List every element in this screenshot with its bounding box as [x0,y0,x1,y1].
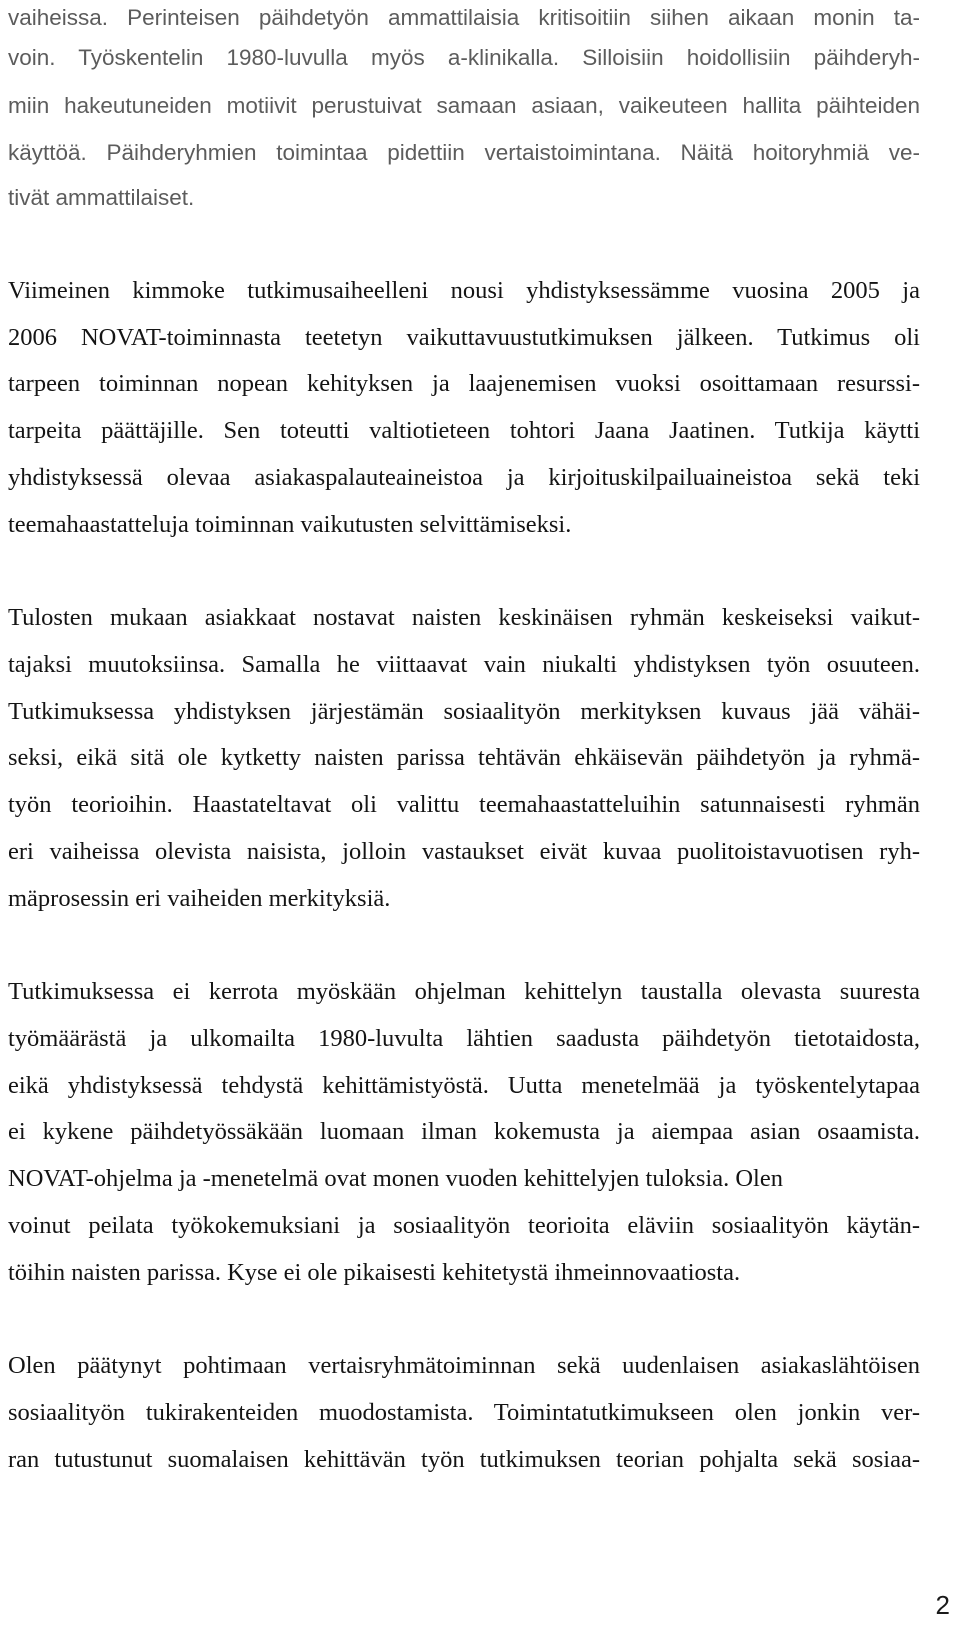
text-line: tajaksi muutoksiinsa. Samalla he viittaavat vain niukalti yhdistyksen työn osuuteen. [8,651,920,678]
text-line: 2006 NOVAT-toiminnasta teetetyn vaikuttavuustutkimuksen jälkeen. Tutkimus oli [8,324,920,351]
text-line: Tutkimuksessa yhdistyksen järjestämän sosiaalityön merkityksen kuvaus jää vähäi- [8,698,920,725]
text-line: töihin naisten parissa. Kyse ei ole pikaisesti kehitetystä ihmeinnovaatiosta. [8,1259,741,1286]
text-line: Tulosten mukaan asiakkaat nostavat naisten keskinäisen ryhmän keskeiseksi vaikut- [8,604,920,631]
text-line: käyttöä. Päihderyhmien toimintaa pidettiin vertaistoimintana. Näitä hoitoryhmiä ve- [8,140,920,165]
text-line: työmäärästä ja ulkomailta 1980-luvulta lähtien saadusta päihdetyön tietotaidosta, [8,1025,920,1052]
text-line: ran tutustunut suomalaisen kehittävän työn tutkimuksen teorian pohjalta sekä sosiaa- [8,1446,920,1473]
text-line: Tutkimuksessa ei kerrota myöskään ohjelman kehittelyn taustalla olevasta suuresta [8,978,920,1005]
page-number: 2 [935,1590,950,1620]
text-line: voin. Työskentelin 1980-luvulla myös a-klinikalla. Silloisiin hoidollisiin päihderyh- [8,45,920,70]
text-line: Olen päätynyt pohtimaan vertaisryhmätoiminnan sekä uudenlaisen asiakaslähtöisen [8,1352,920,1379]
text-line: teemahaastatteluja toiminnan vaikutusten selvittämiseksi. [8,511,572,538]
text-line: voinut peilata työkokemuksiani ja sosiaalityön teorioita eläviin sosiaalityön käytän- [8,1212,920,1239]
text-line: ei kykene päihdetyössäkään luomaan ilman kokemusta ja aiempaa asian osaamista. [8,1118,920,1145]
text-line: sosiaalityön tukirakenteiden muodostamista. Toimintatutkimukseen olen jonkin ver- [8,1399,920,1426]
text-line: eikä yhdistyksessä tehdystä kehittämistyöstä. Uutta menetelmää ja työskentelytapaa [8,1072,920,1099]
text-line: mäprosessin eri vaiheiden merkityksiä. [8,885,391,912]
text-line: tarpeen toiminnan nopean kehityksen ja laajenemisen vuoksi osoittamaan resurssi- [8,370,920,397]
text-line: tarpeita päättäjille. Sen toteutti valtiotieteen tohtori Jaana Jaatinen. Tutkija käytti [8,417,920,444]
text-line: työn teorioihin. Haastateltavat oli valittu teemahaastatteluihin satunnaisesti ryhmän [8,791,920,818]
text-line: vaiheissa. Perinteisen päihdetyön ammattilaisia kritisoitiin siihen aikaan monin ta- [8,5,920,30]
text-line: NOVAT-ohjelma ja -menetelmä ovat monen vuoden kehittelyjen tuloksia. Olen [8,1165,783,1192]
text-line: yhdistyksessä olevaa asiakaspalauteaineistoa ja kirjoituskilpailuaineistoa sekä teki [8,464,920,491]
text-line: eri vaiheissa olevista naisista, jolloin vastaukset eivät kuvaa puolitoistavuotisen ryh- [8,838,920,865]
text-line: seksi, eikä sitä ole kytketty naisten parissa tehtävän ehkäisevän päihdetyön ja ryhmä- [8,744,920,771]
text-line: Viimeinen kimmoke tutkimusaiheelleni nousi yhdistyksessämme vuosina 2005 ja [8,277,920,304]
text-line: tivät ammattilaiset. [8,185,195,210]
text-line: miin hakeutuneiden motiivit perustuivat samaan asiaan, vaikeuteen hallita päihteiden [8,93,920,118]
